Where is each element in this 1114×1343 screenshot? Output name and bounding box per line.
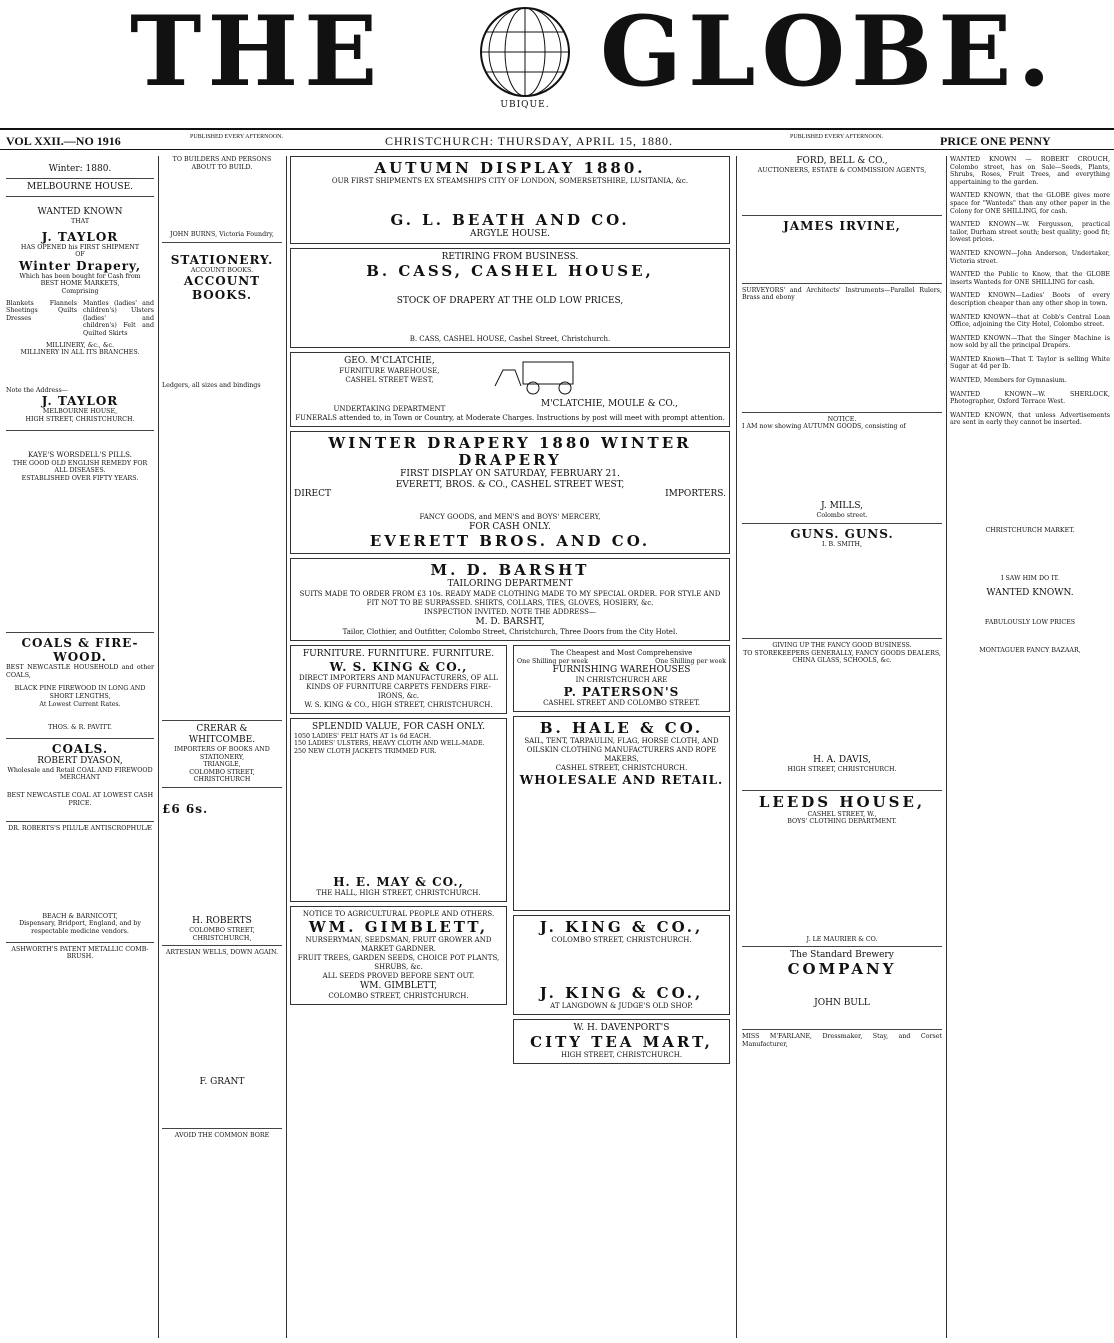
ad-text: AT LANGDOWN & JUDGE'S OLD SHOP. bbox=[550, 1002, 693, 1011]
coals-ad bbox=[6, 636, 154, 732]
ad-body bbox=[294, 385, 485, 405]
column-rule bbox=[736, 156, 737, 1338]
section-heading: WANTED KNOWN. bbox=[986, 588, 1074, 599]
ad-text: IN CHRISTCHURCH ARE bbox=[575, 676, 668, 685]
ad-text: TRIANGLE, bbox=[203, 761, 241, 769]
ad-text: HIGH STREET, CHRISTCHURCH. bbox=[25, 415, 135, 423]
ad-text: FURNITURE WAREHOUSE, bbox=[339, 367, 440, 375]
column-1 bbox=[6, 156, 154, 1338]
barsht-ad bbox=[290, 558, 730, 641]
ad-heading: JOHN BULL bbox=[814, 998, 870, 1009]
ad-text: B. CASS, CASHEL HOUSE, Cashel Street, Christchurch. bbox=[409, 335, 611, 343]
ad-text: OF bbox=[75, 251, 85, 259]
ad-heading: H. ROBERTS bbox=[192, 915, 252, 926]
ad-heading: STOCK OF DRAPERY AT THE OLD LOW PRICES, bbox=[396, 296, 624, 306]
ad-text: Comprising bbox=[61, 287, 99, 295]
ad-body bbox=[517, 945, 726, 985]
ad-text: HAS OPENED his FIRST SHIPMENT bbox=[20, 243, 140, 251]
ad-heading: B. CASS, CASHEL HOUSE, bbox=[366, 262, 654, 280]
ad-heading: FORD, BELL & CO., bbox=[796, 156, 888, 166]
ad-heading: H. E. MAY & CO., bbox=[333, 875, 464, 890]
ad-body bbox=[517, 787, 726, 907]
ad-text: AUCTIONEERS, ESTATE & COMMISSION AGENTS, bbox=[757, 167, 927, 174]
column-2 bbox=[162, 156, 282, 1338]
beath-ad bbox=[290, 156, 730, 244]
ad-body bbox=[294, 280, 726, 296]
ad-text: CASHEL STREET WEST, bbox=[345, 376, 434, 384]
column-rule bbox=[158, 156, 159, 1338]
ad-body bbox=[294, 307, 726, 335]
ad-text: COLOMBO STREET, CHRISTCHURCH bbox=[189, 768, 255, 784]
ad-heading: P. PATERSON'S bbox=[563, 685, 680, 700]
ad-text: BEST NEWCASTLE HOUSEHOLD and other COALS, bbox=[6, 664, 154, 679]
list-item: WANTED KNOWN, that unless Advertisements are sent in early they cannot be inserted. bbox=[950, 411, 1110, 427]
ad-heading: W. H. DAVENPORT'S bbox=[573, 1023, 670, 1034]
ad-heading: COALS & FIRE-WOOD. bbox=[21, 636, 139, 665]
ad-text: MELBOURNE HOUSE, bbox=[42, 408, 118, 416]
ad-heading: LEEDS HOUSE, bbox=[758, 792, 926, 811]
ad-text: BEST HOME MARKETS, bbox=[40, 280, 120, 288]
ad-text: Note the Address— bbox=[6, 386, 68, 394]
ad-heading: J. MILLS, bbox=[820, 500, 864, 511]
ad-text: FUNERALS attended to, in Town or Country, at Moderate Charges. Instructions by post will meet with prompt attention. bbox=[295, 414, 725, 422]
ad-heading: M'CLATCHIE, MOULE & CO., bbox=[540, 398, 678, 409]
ad-text: SUITS MADE TO ORDER FROM £3 10s. READY MADE CLOTHING MADE TO MY SPECIAL ORDER. FOR STYLE AND FIT NOT TO BE SURPASSED. SHIRTS, COLLARS, TIES, GLOVES, HOSIERY, &c. bbox=[299, 589, 721, 607]
ad-text: Tailor, Clothier, and Outfitter, Colombo Street, Christchurch, Three Doors from the City Hotel. bbox=[342, 627, 678, 636]
masthead-title-right: GLOBE. bbox=[600, 0, 1057, 108]
list-item: WANTED the Public to Know, that the GLOBE inserts Wanteds for ONE SHILLING for cash. bbox=[950, 271, 1110, 286]
ad-heading: ROBERT DYASON, bbox=[37, 755, 123, 766]
ad-heading: RETIRING FROM BUSINESS. bbox=[441, 252, 579, 262]
ad-heading: TO BUILDERS AND PERSONS ABOUT TO BUILD. bbox=[172, 156, 272, 171]
list-item: WANTED KNOWN — ROBERT CROUCH, Colombo street, has on Sale—Seeds, Plants, Shrubs, Roses, Fruit Trees, and everything appertaining to the garden. bbox=[950, 156, 1110, 186]
ad-text: CASHEL STREET, CHRISTCHURCH. bbox=[555, 764, 688, 773]
ad-text: SAIL, TENT, TARPAULIN, FLAG, HORSE CLOTH, AND OILSKIN CLOTHING MANUFACTURERS AND ROPE MAKERS, bbox=[524, 737, 719, 764]
ad-text: IMPORTERS OF BOOKS AND STATIONERY, bbox=[174, 745, 270, 761]
ad-heading: MELBOURNE HOUSE. bbox=[27, 182, 133, 192]
ad-text: At Lowest Current Rates. bbox=[39, 700, 121, 708]
ad-heading: J. KING & CO., bbox=[539, 918, 704, 937]
ad-heading: Winter Drapery, bbox=[18, 258, 142, 273]
ad-text: COLOMBO STREET, CHRISTCHURCH. bbox=[551, 936, 692, 945]
ad-heading: J. TAYLOR bbox=[41, 229, 119, 244]
masthead-title-left: THE bbox=[130, 0, 384, 108]
taylor-ad bbox=[6, 164, 154, 424]
list-item: WANTED KNOWN—W. Fergusson, practical tailor, Durham street south; best quality; good fit; lowest prices. bbox=[950, 221, 1110, 244]
ad-text: Which has been bought for Cash from bbox=[19, 272, 141, 280]
ad-text: I. B. SMITH, bbox=[821, 540, 863, 548]
ad-heading: EVERETT BROS. AND CO. bbox=[369, 531, 651, 550]
ad-heading: M. D. BARSHT, bbox=[475, 616, 545, 627]
issue-date: CHRISTCHURCH: THURSDAY, APRIL 15, 1880. bbox=[385, 134, 674, 148]
ad-text: NURSERYMAN, SEEDSMAN, FRUIT GROWER AND MARKET GARDNER. bbox=[305, 936, 492, 954]
ad-heading: TAILORING DEPARTMENT bbox=[447, 578, 573, 589]
ad-heading: ARTESIAN WELLS, DOWN AGAIN. bbox=[165, 949, 279, 957]
column-5 bbox=[950, 156, 1110, 1338]
ad-heading: AUTUMN DISPLAY 1880. bbox=[374, 159, 646, 177]
ad-text: COLOMBO STREET, CHRISTCHURCH. bbox=[328, 992, 469, 1001]
everett-ad bbox=[290, 431, 730, 554]
ad-heading: G. L. BEATH AND CO. bbox=[390, 211, 630, 229]
ad-heading: COALS. bbox=[51, 741, 109, 756]
ad-heading: M. D. BARSHT bbox=[430, 560, 590, 579]
ad-text: Wholesale and Retail COAL AND FIREWOOD MERCHANT bbox=[7, 766, 153, 782]
ad-heading: WM. GIMBLETT, bbox=[359, 981, 438, 992]
ad-text: Colombo street. bbox=[816, 511, 868, 519]
cass-ad bbox=[290, 248, 730, 348]
ad-heading: J. TAYLOR bbox=[41, 394, 119, 409]
ad-text: MISS M'FARLANE, Dressmaker, Stay, and Corset Manufacturer, bbox=[742, 1033, 942, 1048]
direct-importers bbox=[294, 491, 726, 499]
ad-heading: AVOID THE COMMON BORE bbox=[174, 1131, 270, 1139]
list-item: WANTED, Members for Gymnasium. bbox=[950, 377, 1067, 385]
volume-number: VOL XXII.—NO 1916 bbox=[6, 134, 121, 148]
ad-heading: WM. GIMBLETT, bbox=[308, 918, 489, 937]
list-item: 1050 LADIES' FELT HATS AT 1s 6d EACH. bbox=[294, 732, 432, 740]
ad-heading: COMPANY bbox=[787, 960, 897, 979]
ad-text: Blankets Flannels Sheetings Quilts Dresses bbox=[6, 299, 77, 322]
ad-text: ACCOUNT BOOKS. bbox=[190, 266, 254, 274]
ad-text: FRUIT TREES, GARDEN SEEDS, CHOICE POT PLANTS, SHRUBS, &c. bbox=[297, 954, 500, 972]
ad-heading: £6 6s. bbox=[162, 801, 209, 816]
list-item: WANTED KNOWN—John Anderson, Undertaker, Victoria street. bbox=[950, 249, 1110, 265]
section-heading: CHRISTCHURCH MARKET. bbox=[985, 527, 1075, 535]
ad-heading: GEO. M'CLATCHIE, bbox=[344, 356, 435, 366]
ad-heading: The Standard Brewery bbox=[790, 950, 894, 961]
ad-text: I AM now showing AUTUMN GOODS, consisting of bbox=[742, 423, 906, 431]
issue-price: PRICE ONE PENNY bbox=[940, 134, 1051, 148]
ad-heading: W. S. KING & CO., bbox=[329, 659, 468, 674]
ad-heading: JAMES IRVINE, bbox=[783, 218, 901, 233]
ad-text: Dispensary, Bridport, England, and by respectable medicine vendors. bbox=[19, 920, 141, 935]
ad-text: FANCY GOODS, and MEN'S and BOYS' MERCERY, bbox=[419, 512, 601, 521]
ad-text: JOHN BURNS, Victoria Foundry, bbox=[170, 231, 274, 239]
ad-text: W. S. KING & CO., HIGH STREET, CHRISTCHURCH. bbox=[304, 700, 493, 709]
ad-heading: CITY TEA MART, bbox=[530, 1033, 713, 1052]
dyason-ad bbox=[6, 742, 154, 807]
ad-heading: WHOLESALE AND RETAIL. bbox=[519, 773, 724, 788]
ad-heading: NOTICE. bbox=[827, 415, 857, 423]
ad-text: The Cheapest and Most Comprehensive bbox=[550, 648, 693, 657]
dateline bbox=[0, 128, 1114, 150]
ad-text: One Shilling per week bbox=[517, 657, 588, 665]
mclatchie-ad bbox=[290, 352, 730, 427]
ad-text: THOS. & R. PAVITT. bbox=[48, 724, 112, 732]
list-item: 250 NEW CLOTH JACKETS TRIMMED FUR. bbox=[294, 747, 437, 755]
ad-text: THE GOOD OLD ENGLISH REMEDY FOR ALL DISEASES. bbox=[12, 459, 148, 475]
ad-heading: FURNISHING WAREHOUSES bbox=[552, 665, 691, 676]
list-item: WANTED KNOWN—that at Cobb's Central Loan Office, adjoining the City Hotel, Colombo street. bbox=[950, 313, 1110, 329]
split-area bbox=[290, 645, 730, 1069]
pilulae-ad bbox=[6, 825, 154, 935]
ad-text: IMPORTERS. bbox=[665, 489, 726, 499]
column-rule bbox=[286, 156, 287, 1338]
may-ad bbox=[290, 718, 507, 903]
ad-text: Ledgers, all sizes and bindings bbox=[162, 382, 261, 390]
list-item: WANTED KNOWN, that the GLOBE gives more space for "Wanteds" than any other paper in the Colony for ONE SHILLING, for cash. bbox=[950, 192, 1110, 215]
ad-text: BEACH & BARNICOTT, bbox=[42, 912, 118, 920]
ad-heading: DR. ROBERTS'S PILULÆ ANTISCROPHULÆ bbox=[8, 825, 152, 833]
ad-text: J. LE MAURIER & CO. bbox=[806, 935, 878, 943]
ad-heading: F. GRANT bbox=[199, 1076, 245, 1087]
ad-heading: Winter: 1880. bbox=[48, 164, 112, 174]
ad-text: One Shilling per week bbox=[655, 657, 726, 665]
ad-heading: STATIONERY. bbox=[170, 252, 274, 267]
ad-body bbox=[294, 186, 726, 212]
column-rule bbox=[946, 156, 947, 1338]
gimblett-ad bbox=[290, 906, 507, 1005]
section-heading: I SAW HIM DO IT. bbox=[1001, 574, 1059, 582]
ad-heading: GUNS. GUNS. bbox=[790, 526, 894, 541]
ad-heading: FOR CASH ONLY. bbox=[469, 521, 551, 532]
davenport-ad bbox=[513, 1019, 730, 1064]
list-item: WANTED KNOWN—W. SHERLOCK, Photographer, Oxford Terrace West. bbox=[950, 390, 1110, 406]
list-item: 150 LADIES' ULSTERS, HEAVY CLOTH AND WELL-MADE. bbox=[294, 740, 485, 748]
ad-body bbox=[294, 755, 503, 875]
ad-text: UNDERTAKING DEPARTMENT bbox=[333, 405, 446, 413]
central-advertisements bbox=[290, 156, 730, 1338]
ad-text: THAT bbox=[70, 218, 90, 225]
ad-heading: ASHWORTH'S PATENT METALLIC COMB-BRUSH. bbox=[11, 945, 149, 961]
masthead-motto: UBIQUE. bbox=[500, 100, 550, 110]
ad-heading: GIVING UP THE FANCY GOOD BUSINESS. bbox=[772, 642, 912, 650]
ad-text: BOYS' CLOTHING DEPARTMENT. bbox=[787, 818, 897, 826]
ad-heading: ARGYLE HOUSE. bbox=[469, 229, 551, 239]
ad-heading: KAYE'S WORSDELL'S PILLS. bbox=[28, 450, 132, 459]
published-note-left: PUBLISHED EVERY AFTERNOON. bbox=[190, 134, 283, 140]
globe-icon bbox=[470, 2, 580, 112]
list-item: WANTED KNOWN—That the Singer Machine is now sold by all the principal Drapers. bbox=[950, 334, 1110, 350]
ad-heading: J. KING & CO., bbox=[539, 984, 704, 1003]
ad-text: ESTABLISHED OVER FIFTY YEARS. bbox=[21, 474, 139, 482]
ad-text: NOTICE TO AGRICULTURAL PEOPLE AND OTHERS. bbox=[302, 910, 495, 919]
ad-text: BLACK PINE FIREWOOD IN LONG AND SHORT LENGTHS, bbox=[14, 685, 146, 701]
ad-text: MILLINERY IN ALL ITS BRANCHES. bbox=[20, 349, 140, 357]
ad-text: HIGH STREET, CHRISTCHURCH. bbox=[787, 765, 897, 773]
ad-heading: B. HALE & CO. bbox=[539, 719, 704, 738]
ad-body bbox=[294, 499, 726, 513]
published-note-right: PUBLISHED EVERY AFTERNOON. bbox=[790, 134, 883, 140]
ad-text: COLOMBO STREET, CHRISTCHURCH, bbox=[189, 926, 255, 942]
ad-text: HIGH STREET, CHRISTCHURCH. bbox=[560, 1051, 683, 1060]
ad-text: Mantles (ladies' and children's) Ulsters (ladies' and children's) Felt and Quilted Skirts bbox=[83, 299, 154, 337]
section-heading: FABULOUSLY LOW PRICES bbox=[984, 619, 1076, 627]
ad-heading: WANTED KNOWN bbox=[37, 207, 123, 217]
list-item: WANTED Known—That T. Taylor is selling White Sugar at 4d per lb. bbox=[950, 355, 1110, 371]
column-4 bbox=[742, 156, 942, 1338]
king-ad bbox=[290, 645, 507, 714]
ad-text: MILLINERY, &c., &c. bbox=[45, 341, 115, 349]
ad-text: SURVEYORS' and Architects' Instruments—Parallel Rulers, Brass and ebony bbox=[742, 286, 942, 302]
ad-text: CASHEL STREET AND COLOMBO STREET. bbox=[543, 699, 700, 708]
ad-text: CASHEL STREET, W., bbox=[807, 810, 877, 818]
ad-heading: WINTER DRAPERY 1880 WINTER DRAPERY bbox=[328, 434, 692, 469]
hale-ad bbox=[513, 716, 730, 911]
ad-text: THE HALL, HIGH STREET, CHRISTCHURCH. bbox=[316, 889, 481, 898]
ad-text: OUR FIRST SHIPMENTS EX STEAMSHIPS CITY OF LONDON, SOMERSETSHIRE, LUSITANIA, &c. bbox=[331, 177, 689, 185]
ad-heading: ACCOUNT BOOKS. bbox=[183, 274, 261, 303]
list-item: WANTED KNOWN—Ladies' Boots of every description cheaper than any other shop in town. bbox=[950, 292, 1110, 307]
ad-text: INSPECTION INVITED. NOTE THE ADDRESS— bbox=[424, 607, 596, 616]
section-heading: MONTAGUER FANCY BAZAAR, bbox=[979, 646, 1081, 654]
kayes-ad bbox=[6, 451, 154, 483]
ad-heading: SPLENDID VALUE, FOR CASH ONLY. bbox=[311, 721, 486, 732]
jking-ad bbox=[513, 915, 730, 1015]
ad-heading: FURNITURE. FURNITURE. FURNITURE. bbox=[302, 648, 495, 659]
paterson-ad bbox=[513, 645, 730, 713]
ad-text: TO STOREKEEPERS GENERALLY, FANCY GOODS DEALERS, CHINA GLASS, SCHOOLS, &c. bbox=[743, 649, 941, 665]
ad-text: DIRECT IMPORTERS AND MANUFACTURERS, OF ALL KINDS OF FURNITURE CARPETS FENDERS FIRE-IRONS, &c. bbox=[299, 673, 498, 700]
hearse-icon bbox=[493, 356, 583, 396]
ad-text: BEST NEWCASTLE COAL AT LOWEST CASH PRICE. bbox=[6, 792, 154, 807]
ad-heading: EVERETT, BROS. & CO., CASHEL STREET WEST, bbox=[395, 480, 625, 490]
ad-heading: CRERAR & WHITCOMBE. bbox=[188, 723, 256, 745]
ad-heading: H. A. DAVIS, bbox=[813, 754, 871, 765]
ad-text: DIRECT bbox=[294, 489, 332, 499]
ad-heading: FIRST DISPLAY ON SATURDAY, FEBRUARY 21. bbox=[400, 469, 620, 479]
ad-text: ALL SEEDS PROVED BEFORE SENT OUT. bbox=[322, 972, 475, 981]
masthead bbox=[0, 0, 1114, 118]
